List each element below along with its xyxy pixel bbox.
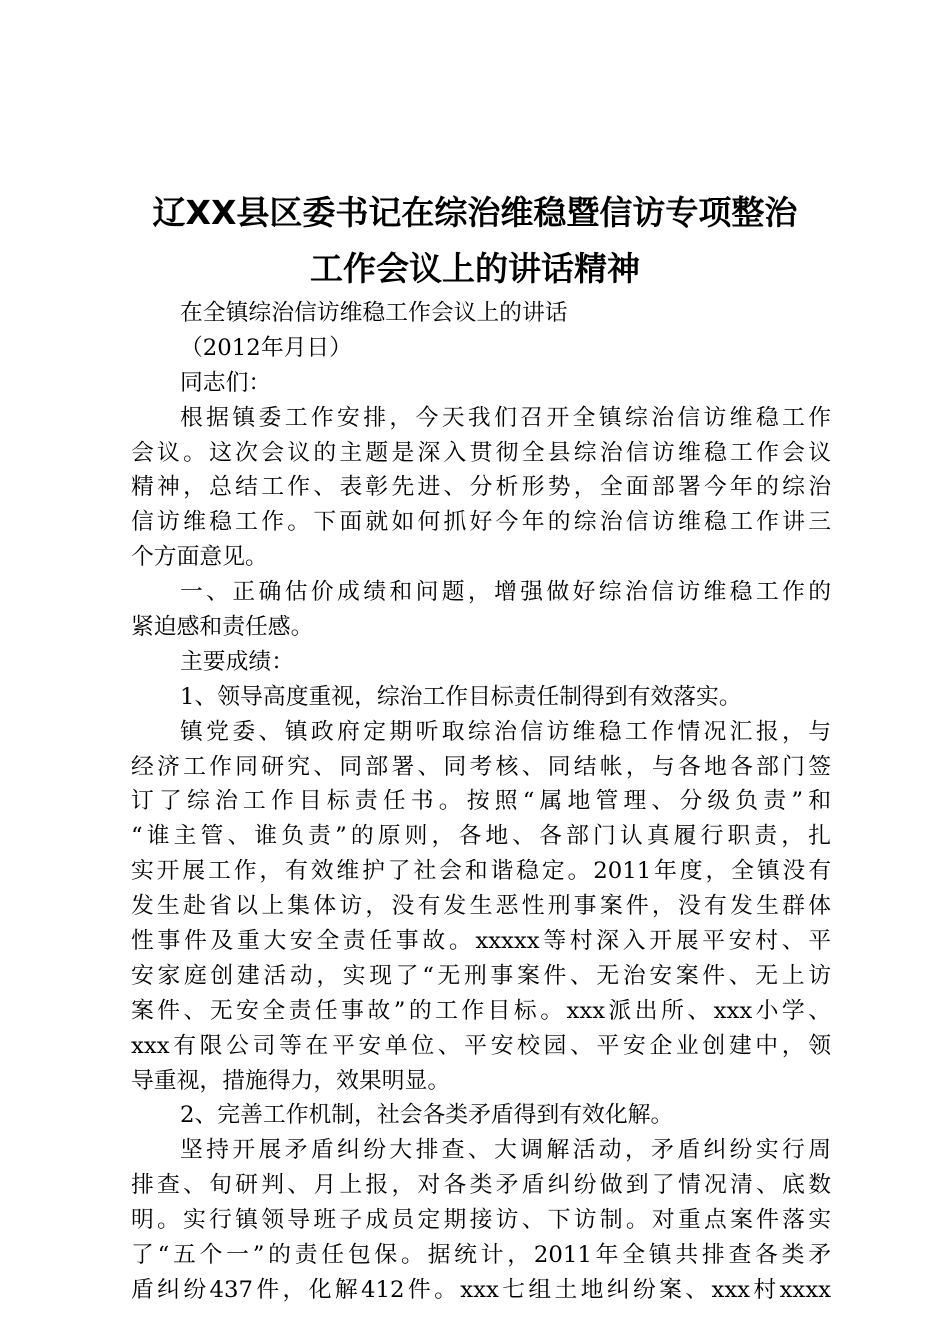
text-line: 实开展工作，有效维护了社会和谐稳定。2011年度，全镇没有 — [131, 858, 831, 885]
text-line: 导重视，措施得力，效果明显。 — [131, 1067, 451, 1094]
text-line: 紧迫感和责任感。 — [131, 614, 314, 641]
text-line: 了“五个一”的责任包保。据统计，2011年全镇共排查各类矛 — [131, 1242, 831, 1269]
text-line: xxx有限公司等在平安单位、平安校园、平安企业创建中，领 — [131, 1032, 831, 1059]
text-line: 在全镇综治信访维稳工作会议上的讲话 — [180, 300, 568, 326]
text-line: 坚持开展矛盾纠纷大排查、大调解活动，矛盾纠纷实行周 — [180, 1137, 831, 1164]
text-line: （2012年月日） — [180, 334, 353, 361]
text-line: 同志们： — [180, 369, 272, 396]
text-line: 1、领导高度重视，综治工作目标责任制得到有效落实。 — [180, 683, 742, 710]
text-line: 性事件及重大安全责任事故。xxxxx等村深入开展平安村、平 — [131, 928, 831, 955]
text-line: 镇党委、镇政府定期听取综治信访维稳工作情况汇报，与 — [180, 718, 831, 745]
text-line: 会议。这次会议的主题是深入贯彻全县综治信访维稳工作会议 — [131, 439, 831, 466]
text-line: 经济工作同研究、同部署、同考核、同结帐，与各地各部门签 — [131, 753, 831, 780]
document-body — [131, 296, 831, 1308]
text-line: 2、完善工作机制，社会各类矛盾得到有效化解。 — [180, 1102, 674, 1129]
text-line: 订了综治工作目标责任书。按照“属地管理、分级负责”和 — [131, 788, 831, 815]
text-line: 案件、无安全责任事故”的工作目标。xxx派出所、xxx小学、 — [131, 997, 831, 1024]
text-line: 信访维稳工作。下面就如何抓好今年的综治信访维稳工作讲三 — [131, 509, 831, 536]
document-title-line-2: 工作会议上的讲话精神 — [310, 249, 640, 288]
document-title-line-1: 辽XX县区委书记在综治维稳暨信访专项整治 — [152, 193, 798, 232]
text-line: 排查、旬研判、月上报，对各类矛盾纠纷做到了情况清、底数 — [131, 1172, 831, 1199]
text-line: 盾纠纷437件，化解412件。xxx七组土地纠纷案、xxx村xxxx — [131, 1276, 831, 1303]
text-line: 发生赴省以上集体访，没有发生恶性刑事案件，没有发生群体 — [131, 893, 831, 920]
text-line: “谁主管、谁负责”的原则，各地、各部门认真履行职责，扎 — [131, 823, 831, 850]
text-line: 明。实行镇领导班子成员定期接访、下访制。对重点案件落实 — [131, 1207, 831, 1234]
text-line: 主要成绩： — [180, 648, 294, 675]
text-line: 根据镇委工作安排，今天我们召开全镇综治信访维稳工作 — [180, 404, 831, 431]
text-line: 个方面意见。 — [131, 544, 268, 571]
text-line: 一、正确估价成绩和问题，增强做好综治信访维稳工作的 — [180, 579, 831, 606]
text-line: 精神，总结工作、表彰先进、分析形势，全面部署今年的综治 — [131, 474, 831, 501]
text-line: 安家庭创建活动，实现了“无刑事案件、无治安案件、无上访 — [131, 962, 831, 989]
